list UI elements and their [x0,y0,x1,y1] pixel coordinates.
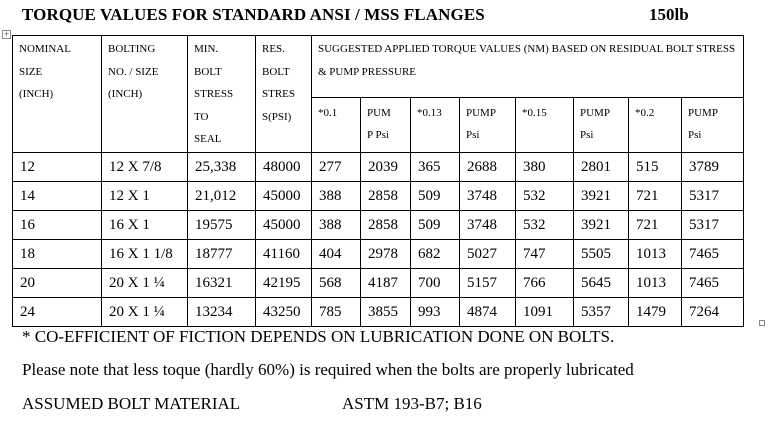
header-min-stress [188,36,256,153]
table-cell: 3921 [574,182,629,211]
table-cell: 380 [516,153,574,182]
header-res-stress-line: BOLT [262,65,290,78]
table-cell: 2801 [574,153,629,182]
table-cell: 5317 [682,182,744,211]
table-cell: 4187 [361,269,411,298]
subheader-line: *0.1 [318,107,338,119]
table-cell: 20 X 1 ¼ [102,298,188,327]
table-cell: 2688 [460,153,516,182]
table-cell: 993 [411,298,460,327]
subheader-cell [629,98,682,153]
table-cell: 12 X 7/8 [102,153,188,182]
header-min-stress-line: TO [194,110,209,123]
subheader-line: PUMP [466,107,496,119]
subheader-line: PUMP [580,107,610,119]
table-row [13,211,744,240]
table-cell: 5027 [460,240,516,269]
subheader-cell [574,98,629,153]
table-cell: 45000 [256,182,312,211]
table-cell: 19575 [188,211,256,240]
pressure-rating: 150lb [649,5,689,24]
header-bolting-line: (INCH) [108,88,143,100]
table-cell: 13234 [188,298,256,327]
header-nominal-size [13,36,102,153]
table-cell: 700 [411,269,460,298]
table-cell: 16 [13,211,102,240]
table-cell: 42195 [256,269,312,298]
table-cell: 2858 [361,182,411,211]
table-cell: 7465 [682,269,744,298]
table-cell: 7264 [682,298,744,327]
move-handle-icon[interactable]: + [3,30,10,38]
table-cell: 7465 [682,240,744,269]
subheader-cell [682,98,744,153]
table-row [13,153,744,182]
table-cell: 16321 [188,269,256,298]
table-cell: 3789 [682,153,744,182]
table-cell: 12 [13,153,102,182]
header-min-stress-line: BOLT [194,65,222,78]
header-nominal-line: SIZE [19,65,43,78]
header-min-stress-line: MIN. [194,43,219,55]
table-cell: 5157 [460,269,516,298]
subheader-line: *0.15 [522,107,547,119]
table-cell: 3921 [574,211,629,240]
table-cell: 18777 [188,240,256,269]
table-cell: 25,338 [188,153,256,182]
table-cell: 568 [312,269,361,298]
table-cell: 18 [13,240,102,269]
subheader-cell [460,98,516,153]
subheader-line: Psi [466,129,480,141]
subheader-line: *0.2 [635,107,655,119]
table-cell: 1013 [629,240,682,269]
table-cell: 532 [516,182,574,211]
material-label: ASSUMED BOLT MATERIAL [22,394,241,413]
header-min-stress-line: SEAL [194,133,222,145]
table-cell: 277 [312,153,361,182]
table-cell: 3748 [460,182,516,211]
friction-note: * CO-EFFICIENT OF FICTION DEPENDS ON LUBRICATION DONE ON BOLTS. [22,327,615,346]
table-cell: 2858 [361,211,411,240]
header-bolting-line: NO. / SIZE [108,65,159,78]
table-row [13,298,744,327]
lubrication-note: Please note that less toque (hardly 60%) is required when the bolts are properly lubricated [22,360,634,379]
page-title: TORQUE VALUES FOR STANDARD ANSI / MSS FLANGES [22,5,485,24]
table-cell: 1013 [629,269,682,298]
header-suggested-torque: SUGGESTED APPLIED TORQUE VALUES (NM) BASED ON RESIDUAL BOLT STRESS & PUMP PRESSURE [312,36,744,98]
header-res-stress-line: RES. [262,43,285,55]
table-cell: 16 X 1 1/8 [102,240,188,269]
table-cell: 5645 [574,269,629,298]
table-cell: 721 [629,182,682,211]
table-cell: 12 X 1 [102,182,188,211]
table-cell: 2039 [361,153,411,182]
table-cell: 3748 [460,211,516,240]
table-row [13,269,744,298]
table-cell: 682 [411,240,460,269]
header-min-stress-line: STRESS [194,88,234,100]
header-nominal-line: NOMINAL [19,43,71,55]
table-cell: 747 [516,240,574,269]
table-cell: 2978 [361,240,411,269]
table-cell: 388 [312,182,361,211]
table-cell: 21,012 [188,182,256,211]
table-cell: 5317 [682,211,744,240]
table-cell: 766 [516,269,574,298]
header-bolting [102,36,188,153]
table-cell: 509 [411,182,460,211]
header-bolting-line: BOLTING [108,43,156,55]
header-nominal-line: (INCH) [19,88,54,100]
table-cell: 509 [411,211,460,240]
table-cell: 43250 [256,298,312,327]
table-cell: 515 [629,153,682,182]
table-cell: 3855 [361,298,411,327]
table-cell: 20 X 1 ¼ [102,269,188,298]
table-cell: 14 [13,182,102,211]
subheader-cell [516,98,574,153]
subheader-line: PUM [367,107,391,119]
table-cell: 24 [13,298,102,327]
table-row [13,240,744,269]
table-cell: 4874 [460,298,516,327]
table-cell: 388 [312,211,361,240]
table-row [13,182,744,211]
header-res-stress-line: STRES [262,88,296,100]
table-cell: 16 X 1 [102,211,188,240]
table-cell: 48000 [256,153,312,182]
subheader-line: Psi [580,129,594,141]
material-value: ASTM 193-B7; B16 [342,394,482,413]
table-cell: 365 [411,153,460,182]
table-cell: 20 [13,269,102,298]
subheader-line: PUMP [688,107,718,119]
resize-handle-icon[interactable] [759,320,765,326]
table-cell: 532 [516,211,574,240]
table-cell: 45000 [256,211,312,240]
subheader-cell [361,98,411,153]
subheader-cell [411,98,460,153]
torque-table [12,35,744,327]
table-cell: 1479 [629,298,682,327]
subheader-line: Psi [688,129,702,141]
table-cell: 721 [629,211,682,240]
header-res-stress [256,36,312,153]
subheader-line: *0.13 [417,107,442,119]
table-cell: 404 [312,240,361,269]
header-res-stress-line: S(PSI) [262,110,292,123]
subheader-line: P Psi [367,129,389,141]
subheader-cell [312,98,361,153]
table-cell: 5357 [574,298,629,327]
table-cell: 5505 [574,240,629,269]
table-cell: 41160 [256,240,312,269]
table-cell: 1091 [516,298,574,327]
table-cell: 785 [312,298,361,327]
